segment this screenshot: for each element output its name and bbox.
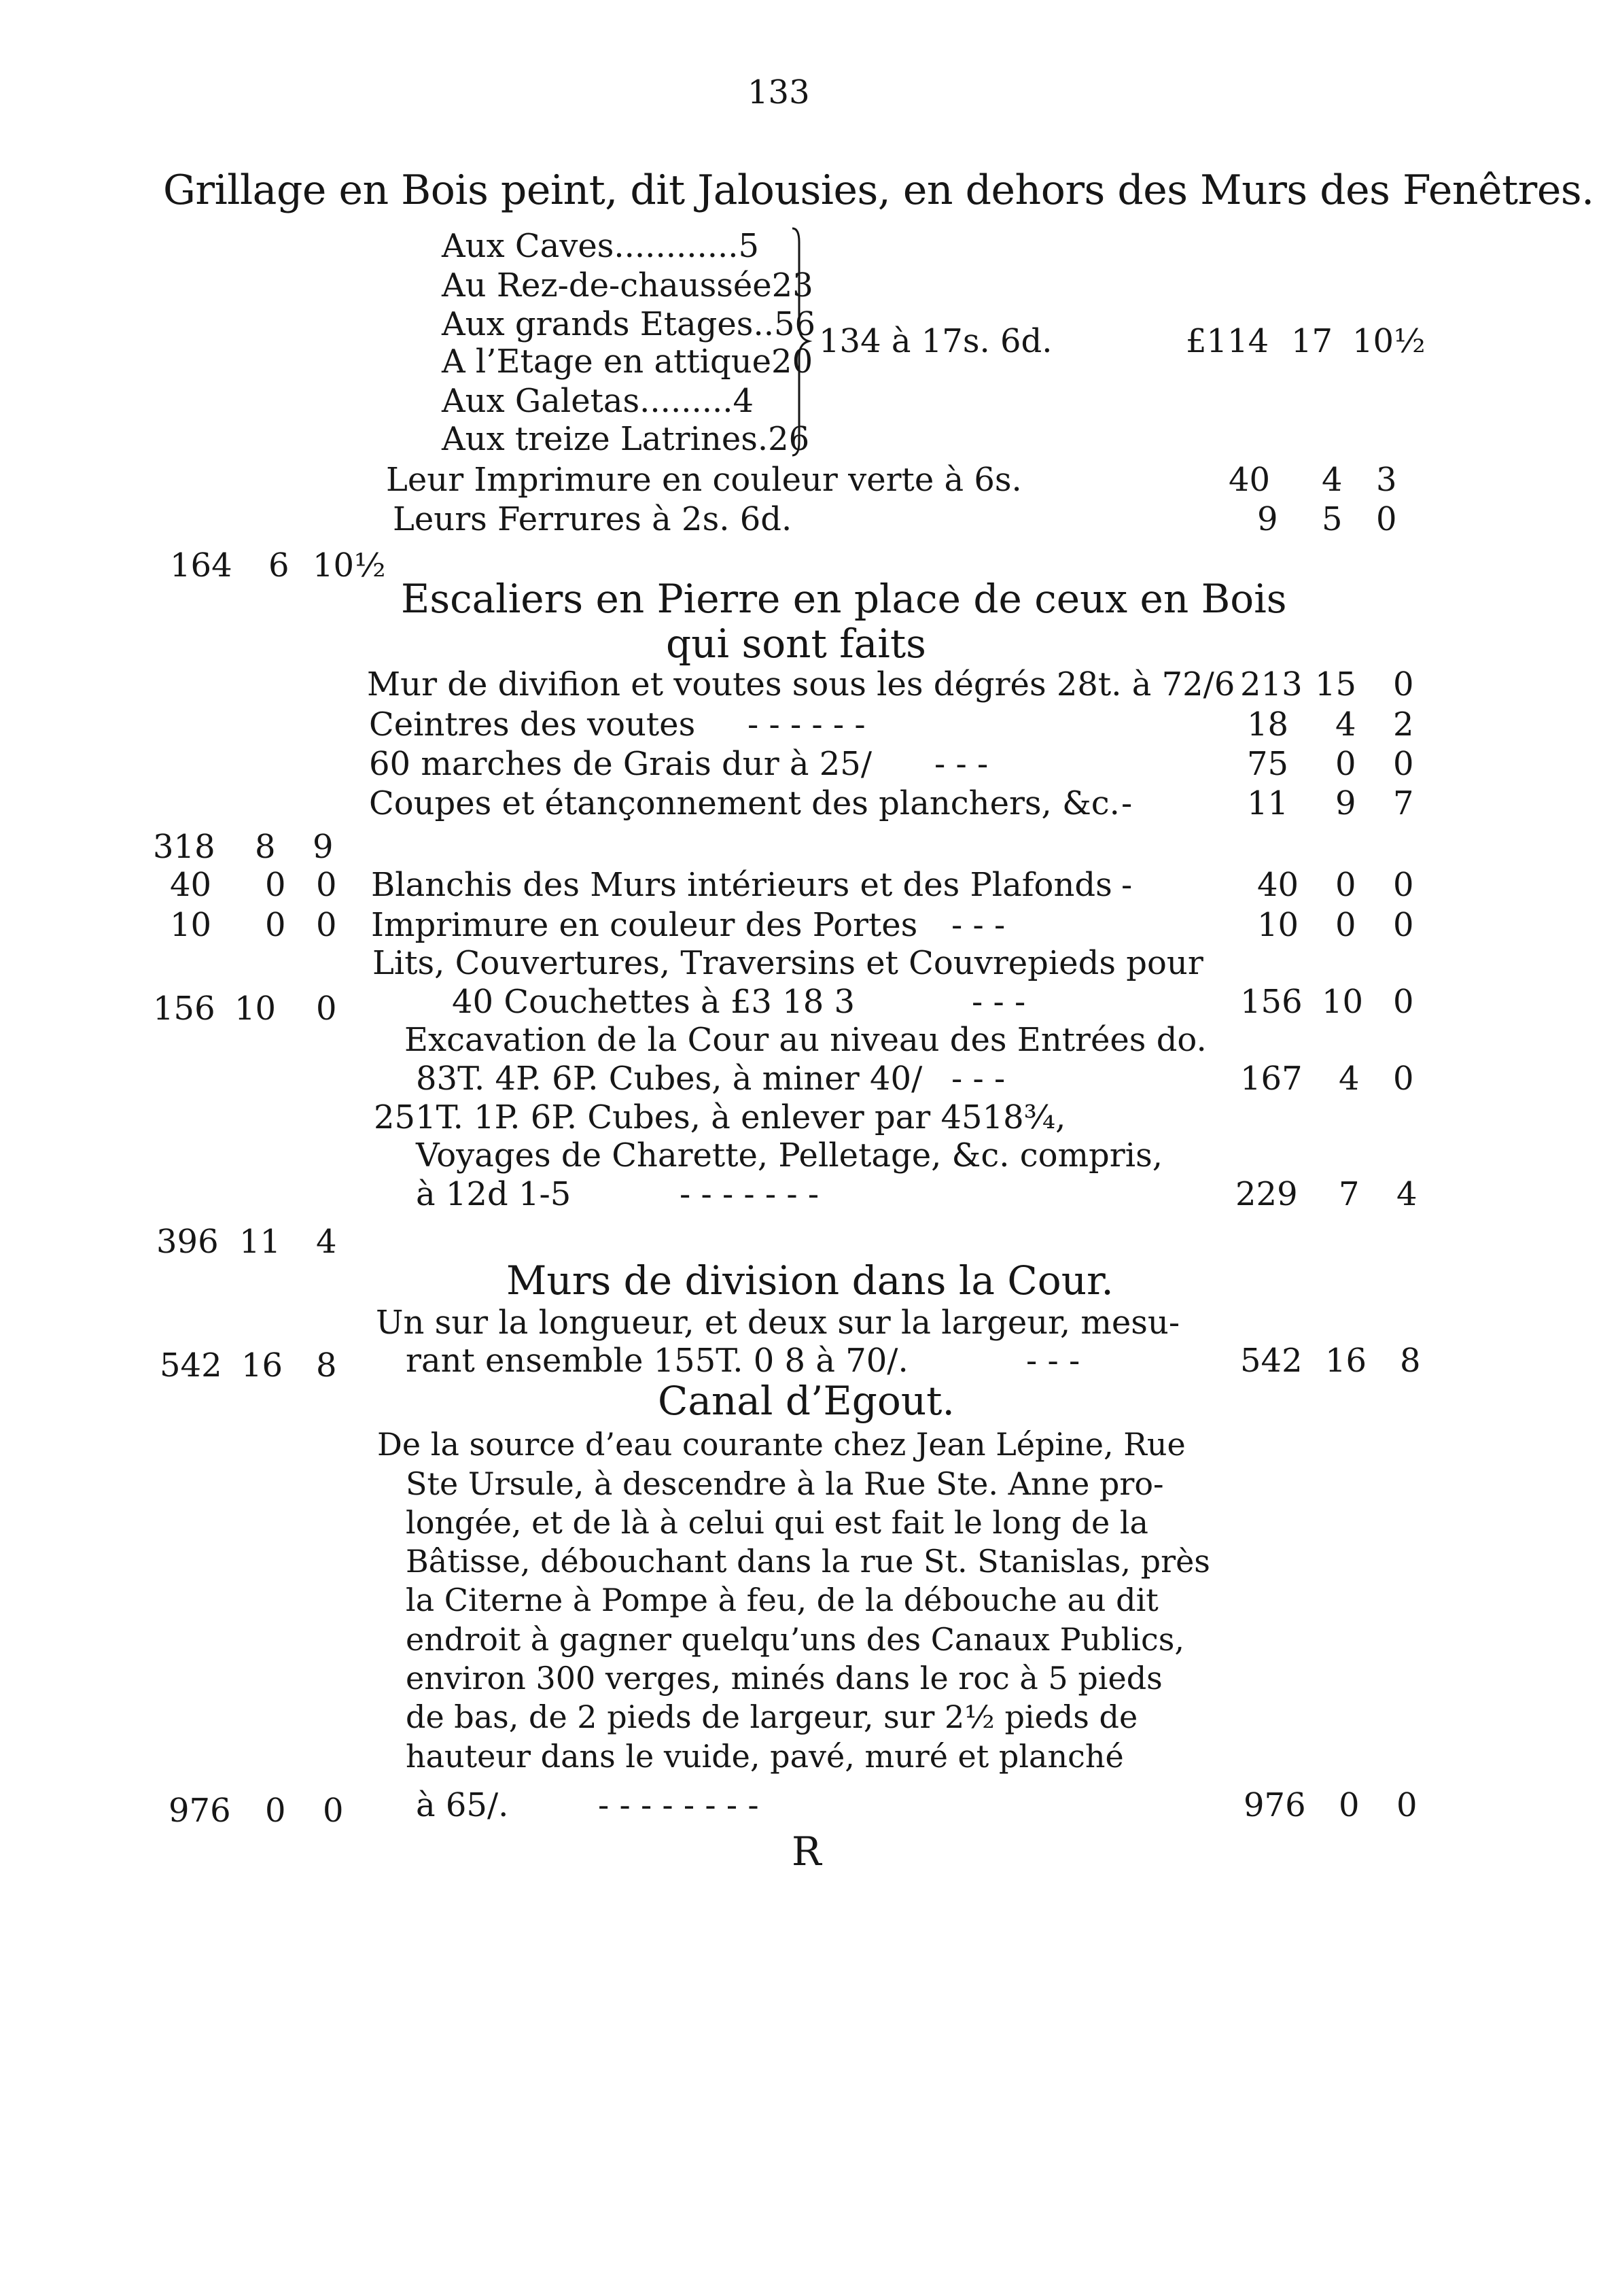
- left-shillings: 0: [265, 866, 286, 904]
- amount-shillings: 15: [1315, 665, 1357, 703]
- page-number: 133: [747, 73, 810, 111]
- left-pence: 0: [323, 1792, 344, 1830]
- left-pounds: 10: [170, 906, 212, 944]
- grillage-total-shillings: 17: [1291, 322, 1333, 360]
- dash-leader: - - - - - - -: [680, 1175, 820, 1213]
- dash-leader: -: [1121, 866, 1133, 904]
- amount-pence: 2: [1393, 706, 1414, 744]
- amount-pence: 0: [1393, 745, 1414, 783]
- amount-pounds: 213: [1240, 665, 1303, 703]
- signature-mark: R: [792, 1828, 822, 1875]
- amount-shillings: 10: [1322, 983, 1364, 1021]
- left-shillings: 0: [265, 1792, 286, 1830]
- left-pence: 8: [316, 1346, 337, 1385]
- section-title-escaliers: Escaliers en Pierre en place de ceux en Bois: [401, 576, 1287, 622]
- canal-text-line: Bâtisse, débouchant dans la rue St. Stanislas, près: [406, 1543, 1210, 1580]
- dash-leader: - - -: [972, 983, 1026, 1021]
- dash-leader: - - -: [951, 906, 1006, 944]
- amount-shillings: 0: [1339, 1786, 1360, 1824]
- amount-shillings: 9: [1335, 784, 1356, 822]
- curly-brace-icon: [788, 224, 815, 462]
- left-shillings: 16: [241, 1346, 283, 1385]
- canal-text-line: Ste Ursule, à descendre à la Rue Ste. Anne pro-: [406, 1465, 1164, 1502]
- left-pence: 0: [316, 990, 337, 1028]
- line-label: rant ensemble 155T. 0 8 à 70/.: [406, 1342, 909, 1380]
- left-pounds: 40: [170, 866, 212, 904]
- amount-pence: 0: [1393, 983, 1414, 1021]
- left-pence: 0: [316, 866, 337, 904]
- line-label: Imprimure en couleur des Portes: [371, 906, 918, 944]
- amount-shillings: 0: [1335, 745, 1356, 783]
- line-label: Coupes et étançonnement des planchers, &c.: [369, 784, 1120, 822]
- grillage-item: A l’Etage en attique20: [442, 343, 813, 381]
- line-label: Blanchis des Murs intérieurs et des Plafonds: [371, 866, 1112, 904]
- grillage-item: Aux Caves............5: [442, 227, 760, 265]
- left-pence: 0: [316, 906, 337, 944]
- amount-pence: 7: [1393, 784, 1414, 822]
- amount-pence: 0: [1393, 906, 1414, 944]
- left-shillings: 10: [234, 990, 277, 1028]
- amount-pounds: 156: [1240, 983, 1303, 1021]
- amount-pence: 8: [1400, 1342, 1421, 1380]
- section-subtitle-escaliers: qui sont faits: [666, 621, 926, 667]
- line-label: à 65/.: [416, 1786, 509, 1824]
- grillage-item: Au Rez-de-chaussée23: [442, 266, 813, 305]
- section-title-canal: Canal d’Egout.: [658, 1378, 955, 1424]
- amount-pence: 0: [1396, 1786, 1418, 1824]
- dash-leader: - - - - - -: [747, 706, 866, 744]
- dash-leader: - - - - - - - -: [598, 1786, 759, 1824]
- canal-text-line: la Citerne à Pompe à feu, de la débouche au dit: [406, 1582, 1159, 1618]
- amount-pence: 0: [1376, 500, 1397, 538]
- amount-pounds: 229: [1235, 1175, 1298, 1213]
- subtotal-shillings: 11: [239, 1223, 281, 1261]
- amount-pounds: 167: [1240, 1060, 1303, 1098]
- subtotal-pence: 10½: [313, 546, 386, 585]
- canal-text-line: longée, et de là à celui qui est fait le long de la: [406, 1504, 1148, 1541]
- grillage-total-pence: 10½: [1352, 322, 1426, 360]
- canal-text-line: environ 300 verges, minés dans le roc à 5 pieds: [406, 1660, 1163, 1697]
- amount-shillings: 4: [1339, 1060, 1360, 1098]
- line-label: Leurs Ferrures à 2s. 6d.: [393, 500, 792, 538]
- line-label: Mur de divifion et voutes sous les dégrés 28t. à 72/6: [367, 665, 1235, 703]
- line-label: Un sur la longueur, et deux sur la largeur, mesu-: [376, 1304, 1180, 1342]
- amount-pence: 4: [1396, 1175, 1418, 1213]
- line-label: 60 marches de Grais dur à 25/: [369, 745, 873, 783]
- subtotal-pounds: 164: [170, 546, 232, 585]
- amount-pounds: 542: [1240, 1342, 1303, 1380]
- canal-text-line: De la source d’eau courante chez Jean Lépine, Rue: [377, 1426, 1186, 1463]
- grillage-total-pounds: £114: [1186, 322, 1269, 360]
- line-label: Voyages de Charette, Pelletage, &c. compris,: [416, 1136, 1163, 1175]
- grillage-calc: 134 à 17s. 6d.: [819, 322, 1053, 360]
- section-title-murs: Murs de division dans la Cour.: [506, 1257, 1114, 1304]
- line-label: Leur Imprimure en couleur verte à 6s.: [386, 461, 1022, 499]
- subtotal-pence: 9: [313, 828, 334, 866]
- line-label: Lits, Couvertures, Traversins et Couvrepieds pour: [372, 944, 1203, 982]
- dash-leader: - - -: [1026, 1342, 1080, 1380]
- amount-shillings: 5: [1322, 500, 1343, 538]
- amount-shillings: 4: [1335, 706, 1356, 744]
- amount-pounds: 976: [1244, 1786, 1306, 1824]
- amount-pence: 0: [1393, 1060, 1414, 1098]
- subtotal-shillings: 8: [255, 828, 276, 866]
- dash-leader: -: [1121, 784, 1133, 822]
- amount-pence: 0: [1393, 866, 1414, 904]
- amount-pounds: 9: [1257, 500, 1278, 538]
- line-label: Excavation de la Cour au niveau des Entrées do.: [404, 1021, 1207, 1059]
- amount-shillings: 4: [1322, 461, 1343, 499]
- left-pounds: 976: [169, 1792, 231, 1830]
- dash-leader: - - -: [934, 745, 989, 783]
- canal-text-line: endroit à gagner quelqu’uns des Canaux Publics,: [406, 1621, 1185, 1658]
- subtotal-shillings: 6: [268, 546, 289, 585]
- dash-leader: - - -: [951, 1060, 1006, 1098]
- subtotal-pounds: 318: [153, 828, 215, 866]
- grillage-item: Aux treize Latrines.26: [442, 420, 810, 458]
- line-label: 251T. 1P. 6P. Cubes, à enlever par 4518¾,: [374, 1098, 1066, 1136]
- canal-text-line: de bas, de 2 pieds de largeur, sur 2½ pieds de: [406, 1699, 1138, 1735]
- line-label: Ceintres des voutes: [369, 706, 696, 744]
- left-pounds: 156: [153, 990, 215, 1028]
- grillage-item: Aux Galetas.........4: [442, 382, 754, 420]
- amount-pounds: 40: [1229, 461, 1271, 499]
- line-label: 83T. 4P. 6P. Cubes, à miner 40/: [416, 1060, 923, 1098]
- left-pounds: 542: [160, 1346, 222, 1385]
- amount-shillings: 7: [1339, 1175, 1360, 1213]
- amount-pence: 3: [1376, 461, 1397, 499]
- amount-pounds: 18: [1247, 706, 1289, 744]
- line-label: à 12d 1-5: [416, 1175, 571, 1213]
- amount-pounds: 75: [1247, 745, 1289, 783]
- amount-pounds: 11: [1247, 784, 1289, 822]
- grillage-item: Aux grands Etages..56: [442, 305, 816, 343]
- left-shillings: 0: [265, 906, 286, 944]
- subtotal-pounds: 396: [156, 1223, 219, 1261]
- section-title-grillage: Grillage en Bois peint, dit Jalousies, en dehors des Murs des Fenêtres.: [163, 167, 1594, 214]
- subtotal-pence: 4: [316, 1223, 337, 1261]
- amount-pounds: 10: [1257, 906, 1299, 944]
- amount-shillings: 0: [1335, 866, 1356, 904]
- amount-shillings: 16: [1325, 1342, 1367, 1380]
- amount-pence: 0: [1393, 665, 1414, 703]
- amount-pounds: 40: [1257, 866, 1299, 904]
- line-label: 40 Couchettes à £3 18 3: [452, 983, 856, 1021]
- amount-shillings: 0: [1335, 906, 1356, 944]
- canal-text-line: hauteur dans le vuide, pavé, muré et planché: [406, 1738, 1124, 1775]
